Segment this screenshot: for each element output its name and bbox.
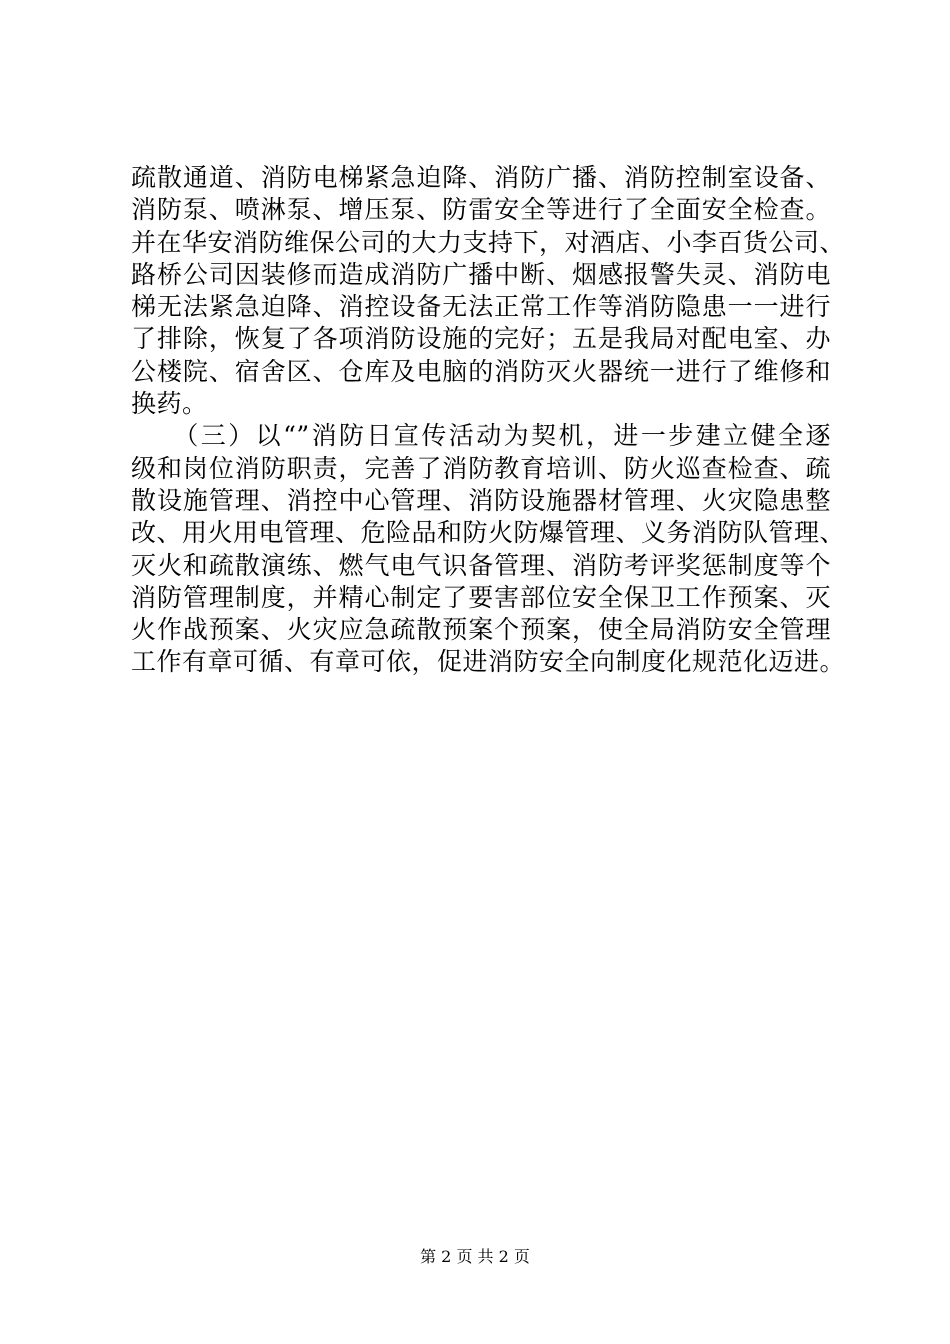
text-line: （三）以“”消防日宣传活动为契机，进一步建立健全逐 bbox=[131, 421, 831, 451]
text-line: 消防管理制度，并精心制定了要害部位安全保卫工作预案、灭 bbox=[131, 582, 831, 612]
text-line: 改、用火用电管理、危险品和防火防爆管理、义务消防队管理、 bbox=[131, 518, 846, 548]
text-line: 工作有章可循、有章可依，促进消防安全向制度化规范化迈进。 bbox=[131, 647, 846, 677]
text-line: 疏散通道、消防电梯紧急迫降、消防广播、消防控制室设备、 bbox=[131, 163, 831, 192]
text-line: 梯无法紧急迫降、消控设备无法正常工作等消防隐患一一进行 bbox=[131, 292, 831, 322]
text-line: 消防泵、喷淋泵、增压泵、防雷安全等进行了全面安全检查。 bbox=[131, 195, 831, 225]
text-line: 灭火和疏散演练、燃气电气识备管理、消防考评奖惩制度等个 bbox=[131, 550, 831, 580]
page-number-footer: 第 2 页 共 2 页 bbox=[420, 1247, 530, 1266]
text-line: 路桥公司因装修而造成消防广播中断、烟感报警失灵、消防电 bbox=[131, 259, 831, 289]
text-line: 了排除，恢复了各项消防设施的完好；五是我局对配电室、办 bbox=[131, 324, 831, 354]
text-line: 散设施管理、消控中心管理、消防设施器材管理、火灾隐患整 bbox=[131, 485, 831, 515]
text-line: 并在华安消防维保公司的大力支持下，对酒店、小李百货公司、 bbox=[131, 227, 846, 257]
document-body bbox=[131, 162, 846, 679]
text-line: 公楼院、宿舍区、仓库及电脑的消防灭火器统一进行了维修和 bbox=[131, 356, 831, 386]
text-line: 级和岗位消防职责，完善了消防教育培训、防火巡查检查、疏 bbox=[131, 453, 831, 483]
text-line: 火作战预案、火灾应急疏散预案个预案，使全局消防安全管理 bbox=[131, 615, 831, 645]
text-line: 换药。 bbox=[131, 389, 208, 419]
